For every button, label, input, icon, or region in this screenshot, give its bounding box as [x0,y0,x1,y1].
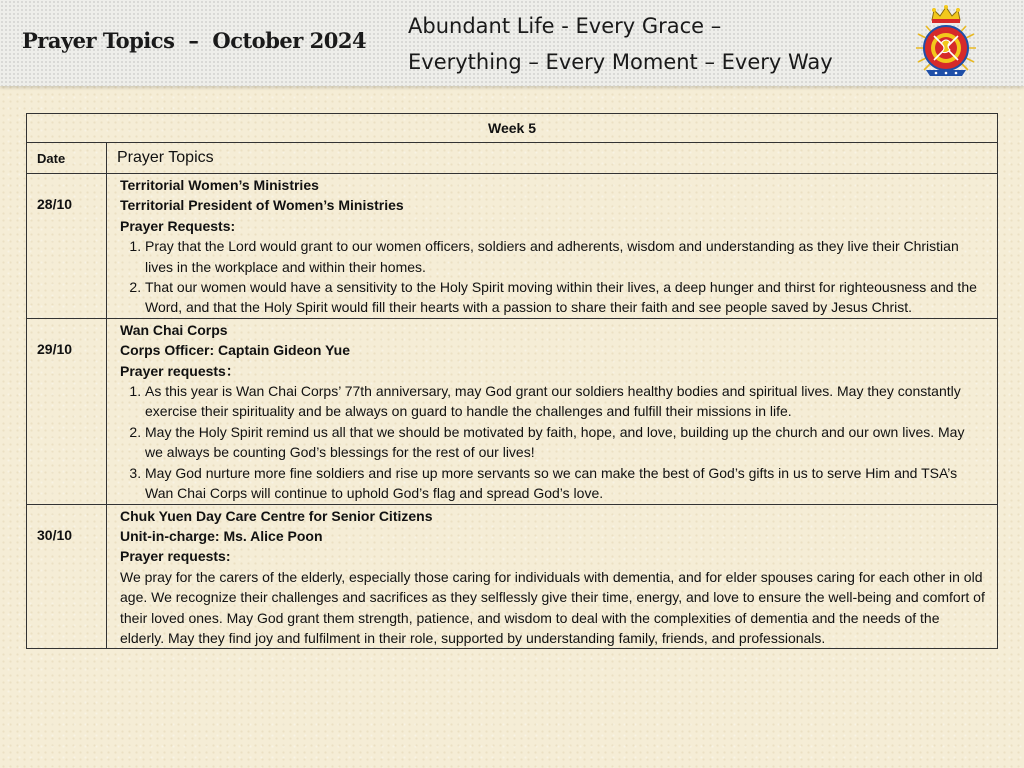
table-row [27,504,998,649]
entry-content [107,174,998,319]
motto-line-2: Everything – Every Moment – Every Way [408,50,833,74]
entry-date: 30/10 [27,504,107,649]
requests-heading: Prayer requests: [120,548,231,565]
page-title [22,28,366,53]
ministry-name: Chuk Yuen Day Care Centre for Senior Citizens [120,507,433,524]
motto [408,8,833,80]
prayer-request-item: 1. Pray that the Lord would grant to our women officers, soldiers and adherents, wisdom and understanding as they live their Christian lives in the workplace and within their homes. [145,236,985,277]
prayer-topics-table [26,113,998,649]
title-month: October 2024 [212,28,367,53]
topics-column-header: Prayer Topics [107,143,998,174]
entry-date: 29/10 [27,318,107,504]
week-header-row [27,114,998,143]
prayer-request-item: 2. May the Holy Spirit remind us all that we should be motivated by faith, hope, and love, building up the church and our own lives. May we always be counting God’s blessings for the rest of our lives! [145,422,985,463]
prayer-request-item: 3. May God nurture more fine soldiers and rise up more servants so we can make the best of God’s gifts in us to serve Him and TSA’s Wan Chai Corps will continue to uphold God’s flag and spread God’s love. [145,463,985,504]
table-row [27,318,998,504]
prayer-request-paragraph: We pray for the carers of the elderly, especially those caring for individuals with dementia, and for elder spouses caring for each other in old age. We recognize their challenges and sacrifices as they selflessly give their time, energy, and love to ensure the well-being and comfort of their loved ones. May God grant them strength, patience, and wisdom to deal with the complexities of dementia and the needs of the elderly. May they find joy and fulfilment in their role, supported by understanding family, friends, and professionals. [120,568,985,646]
motto-line-1: Abundant Life - Every Grace – [408,14,722,38]
leader-name: Unit-in-charge: Ms. Alice Poon [120,527,323,544]
entry-content [107,318,998,504]
requests-heading: Prayer Requests: [120,217,236,234]
entry-content [107,504,998,649]
prayer-request-list [120,381,985,503]
ministry-name: Wan Chai Corps [120,321,228,338]
table-row [27,174,998,319]
column-header-row [27,143,998,174]
title-prefix: Prayer Topics [22,28,175,53]
salvation-army-crest-icon [912,4,980,80]
header-bar [0,0,1024,86]
prayer-request-item: 1. As this year is Wan Chai Corps’ 77th anniversary, may God grant our soldiers healthy bodies and spiritual lives. May they constantly exercise their spirituality and be always on guard to handle the challenges and fulfill their missions in life. [145,381,985,422]
prayer-request-item: 2. That our women would have a sensitivity to the Holy Spirit moving within their lives, a deep hunger and thirst for righteousness and the Word, and that the Holy Spirit would fill their hearts with a passion to share their faith and see people saved by Jesus Christ. [145,277,985,318]
requests-heading: Prayer requests： [120,362,240,379]
leader-name: Territorial President of Women’s Ministries [120,197,404,214]
ministry-name: Territorial Women’s Ministries [120,177,319,193]
entry-date: 28/10 [27,174,107,319]
week-label: Week 5 [27,114,998,143]
date-column-header: Date [27,143,107,174]
title-separator: – [188,28,199,53]
prayer-request-list [120,236,985,318]
leader-name: Corps Officer: Captain Gideon Yue [120,342,351,359]
